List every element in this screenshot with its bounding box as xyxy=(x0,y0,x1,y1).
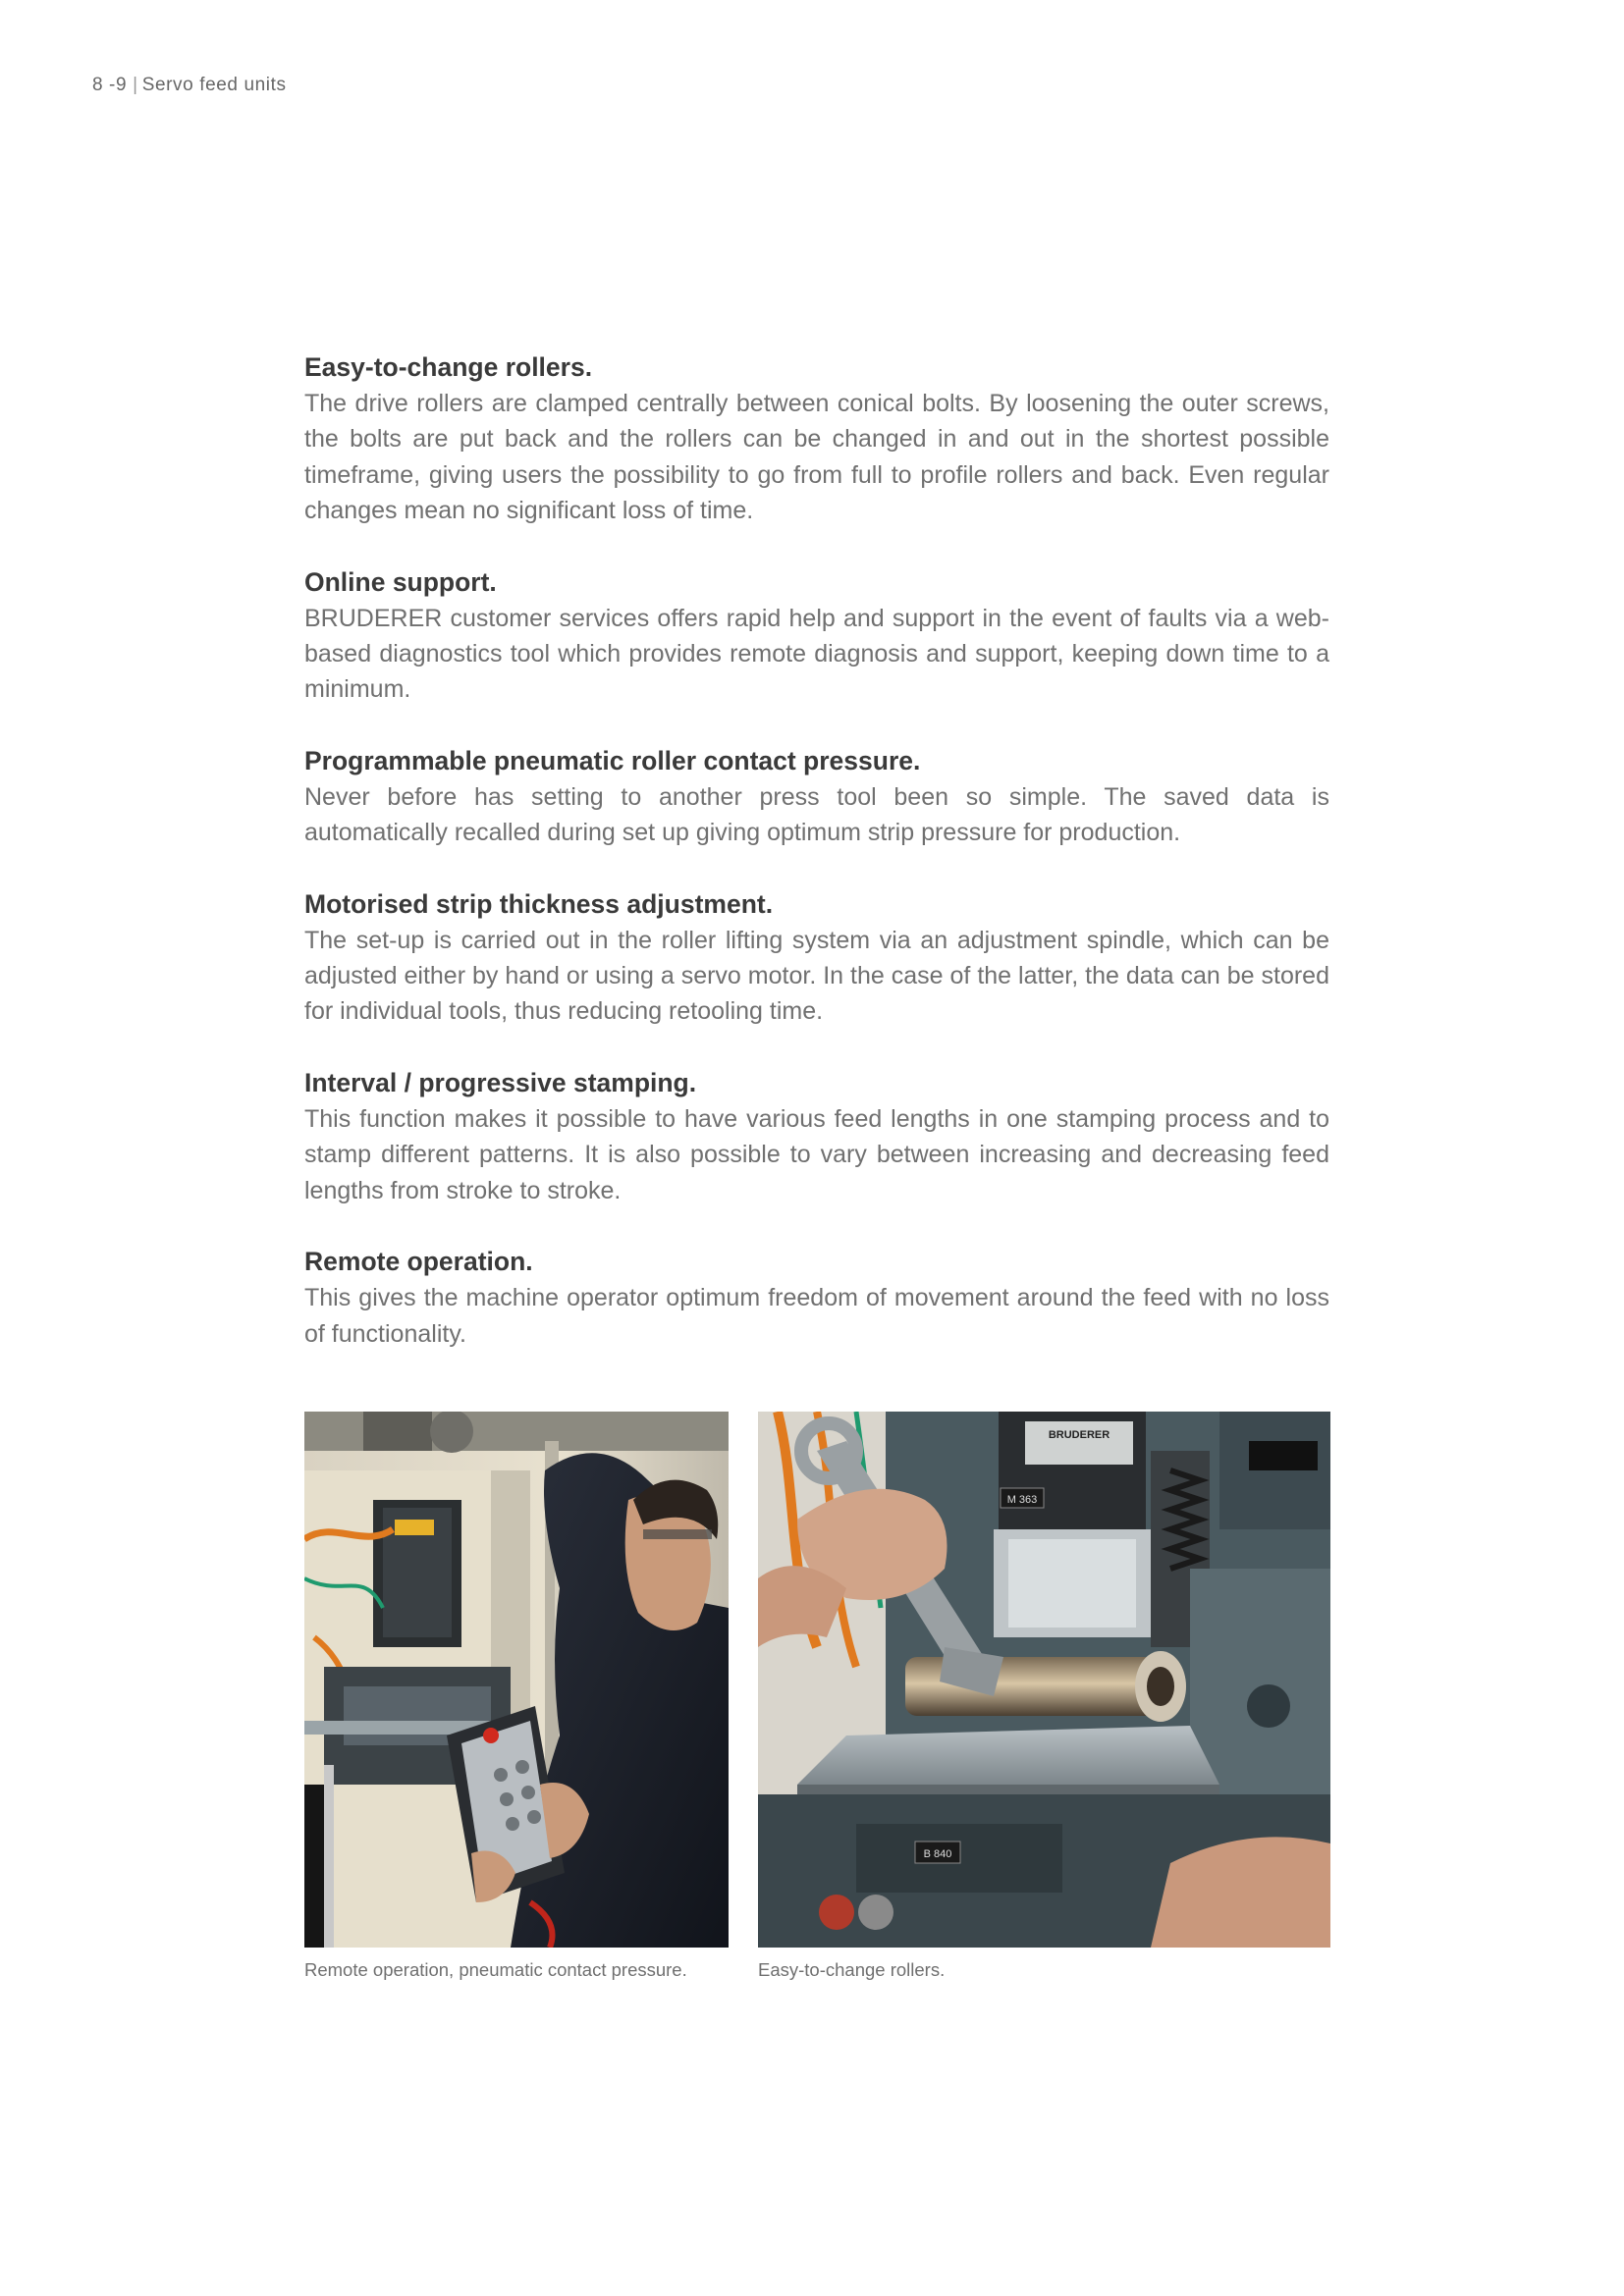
running-header xyxy=(92,75,287,96)
feature-heading: Online support. xyxy=(304,566,497,597)
caption-easy-change-rollers: Easy-to-change rollers. xyxy=(758,1959,946,1980)
feature-body: This gives the machine operator optimum freedom of movement around the feed with no loss of functionality. xyxy=(304,1284,1329,1348)
feature-body: Never before has setting to another press tool been so simple. The saved data is automatically recalled during set up giving optimum strip pressure for production. xyxy=(304,782,1329,847)
feature-heading: Easy-to-change rollers. xyxy=(304,352,593,382)
page-numbers: 8 -9 xyxy=(92,75,128,95)
header-section-title: Servo feed units xyxy=(141,75,287,95)
feature-body: The drive rollers are clamped centrally between conical bolts. By loosening the outer screws, the bolts are put back and the rollers can be changed in and out in the shortest possible timeframe, giving users the possibility to go from full to profile rollers and back. Even regular changes mean no significant loss of time. xyxy=(304,390,1329,525)
feature-section-rollers xyxy=(304,349,1329,529)
feature-section-remote-operation xyxy=(304,1244,1329,1352)
feature-heading: Remote operation. xyxy=(304,1247,533,1277)
nameplate-brand: BRUDERER xyxy=(1048,1429,1110,1441)
feature-body: The set-up is carried out in the roller lifting system via an adjustment spindle, which can be adjusted either by hand or using a servo motor. In the case of the latter, the data can be stored for individual tools, thus reducing retooling time. xyxy=(304,926,1329,1026)
plate-label-b840: B 840 xyxy=(923,1848,952,1860)
feature-section-interval-stamping xyxy=(304,1065,1329,1208)
header-separator: | xyxy=(133,75,138,95)
feature-list xyxy=(304,349,1329,1387)
feature-body: This function makes it possible to have various feed lengths in one stamping process and to stamp different patterns. It is also possible to vary between increasing and decreasing feed lengths from stroke to stroke. xyxy=(304,1104,1329,1204)
feature-section-contact-pressure xyxy=(304,743,1329,851)
photo-remote-operation-illustration xyxy=(304,1412,729,1948)
feature-section-strip-thickness xyxy=(304,886,1329,1030)
photo-easy-change-rollers xyxy=(758,1412,1330,1948)
feature-body: BRUDERER customer services offers rapid help and support in the event of faults via a web-based diagnostics tool which provides remote diagnosis and support, keeping down time to a minimum. xyxy=(304,604,1329,704)
feature-heading: Motorised strip thickness adjustment. xyxy=(304,888,774,919)
photo-remote-operation xyxy=(304,1412,729,1948)
feature-heading: Interval / progressive stamping. xyxy=(304,1067,697,1097)
feature-heading: Programmable pneumatic roller contact pressure. xyxy=(304,745,921,775)
feature-section-online-support xyxy=(304,564,1329,708)
photo-easy-change-rollers-illustration xyxy=(758,1412,1330,1948)
caption-remote-operation: Remote operation, pneumatic contact pressure. xyxy=(304,1959,687,1980)
plate-label-m363: M 363 xyxy=(1006,1494,1038,1506)
